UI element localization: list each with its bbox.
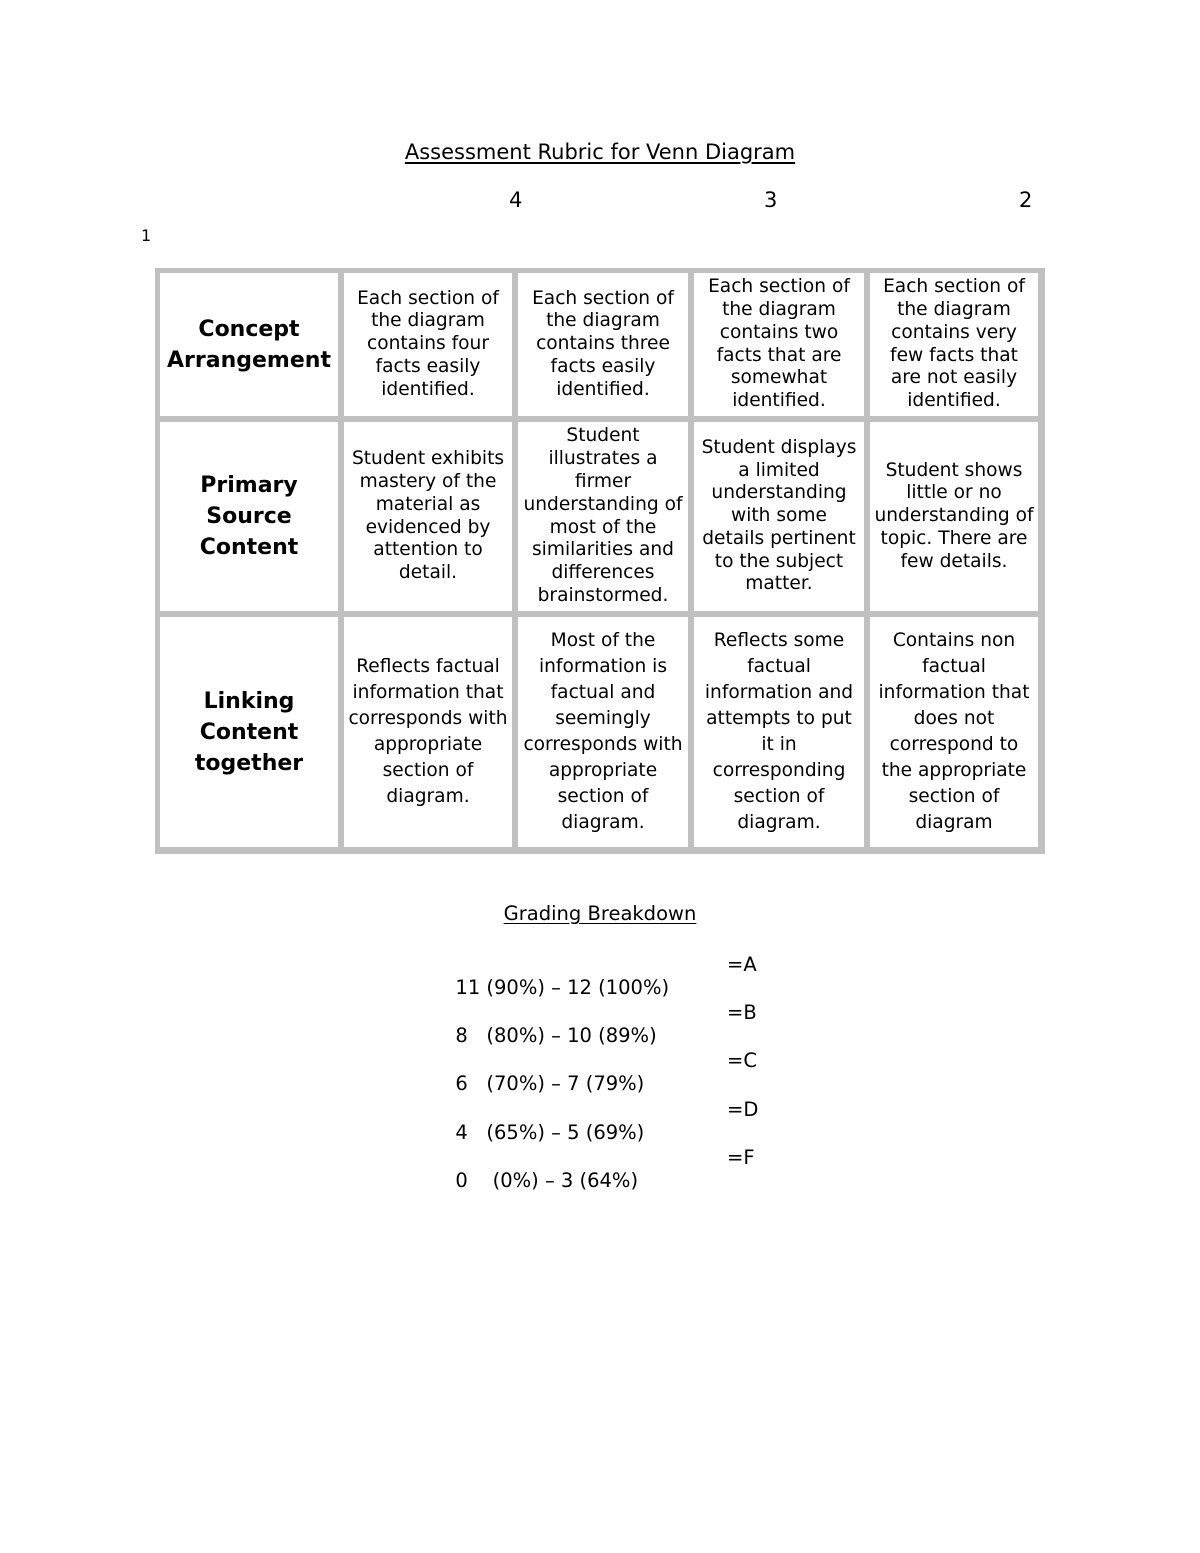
grade-range: 6 (70%) – 7 (79%) — [455, 1072, 645, 1095]
cell-line: information that — [352, 682, 504, 703]
grade-letter: =F — [727, 1146, 755, 1169]
cell-line: facts easily — [550, 355, 656, 377]
cell-line: evidenced by — [365, 516, 491, 538]
grade-range: 0 (0%) – 3 (64%) — [455, 1169, 639, 1192]
cell-line: the diagram — [371, 310, 485, 332]
cell-line: factual — [747, 656, 811, 677]
cell-line: identified. — [732, 390, 826, 412]
rubric-cell — [344, 273, 512, 416]
criterion-line: Arrangement — [167, 347, 331, 373]
criterion-line: Source — [206, 504, 292, 529]
criterion-line: Content — [199, 719, 299, 745]
cell-line: facts easily — [375, 355, 481, 377]
cell-line: it in — [761, 734, 797, 755]
cell-line: Each section of — [532, 287, 674, 309]
cell-line: corresponds with — [523, 734, 683, 755]
cell-line: Reflects factual — [356, 656, 500, 677]
cell-line: contains very — [891, 321, 1017, 343]
rubric-cell — [870, 422, 1038, 611]
grade-letter: =B — [727, 1001, 757, 1024]
grade-letter: =A — [727, 953, 757, 976]
cell-line: matter. — [745, 573, 813, 595]
rubric-cell — [518, 422, 688, 611]
cell-line: correspond to — [889, 734, 1019, 755]
cell-line: information is — [538, 656, 668, 677]
rubric-cell — [344, 422, 512, 611]
rubric-cell — [870, 273, 1038, 416]
criterion-line: Linking — [203, 688, 295, 714]
score-header-4: 4 — [509, 188, 523, 212]
cell-line: Contains non — [892, 630, 1016, 651]
cell-line: facts that are — [716, 344, 842, 366]
cell-line: identified. — [907, 390, 1001, 412]
cell-line: material as — [375, 493, 481, 515]
cell-line: somewhat — [730, 367, 828, 389]
grade-range: 8 (80%) – 10 (89%) — [455, 1024, 657, 1047]
cell-line: contains four — [367, 333, 489, 355]
cell-line: diagram — [915, 812, 993, 833]
rubric-cell — [518, 273, 688, 416]
cell-line: does not — [913, 708, 995, 729]
cell-line: Student — [566, 425, 640, 447]
grade-letter: =D — [727, 1098, 759, 1121]
grading-breakdown-title: Grading Breakdown — [503, 902, 697, 925]
grade-range: 4 (65%) – 5 (69%) — [455, 1121, 645, 1144]
cell-line: identified. — [381, 378, 475, 400]
cell-line: Student exhibits — [351, 448, 505, 470]
cell-line: brainstormed. — [537, 584, 669, 606]
cell-line: attention to — [373, 539, 483, 561]
rubric-cell — [694, 422, 864, 611]
cell-line: details pertinent — [702, 527, 856, 549]
cell-line: differences — [551, 562, 655, 584]
cell-line: the diagram — [897, 298, 1011, 320]
rubric-table — [155, 268, 1045, 854]
cell-line: contains two — [719, 321, 839, 343]
criterion-line: Concept — [198, 316, 300, 342]
rubric-cell — [694, 273, 864, 416]
cell-line: seemingly — [555, 708, 651, 729]
rubric-cell — [344, 617, 512, 847]
criterion-line: together — [194, 750, 304, 776]
cell-line: mastery of the — [359, 470, 497, 492]
cell-line: corresponding — [712, 760, 846, 781]
criterion-concept-arrangement — [160, 273, 338, 416]
cell-line: firmer — [574, 470, 632, 492]
cell-line: understanding of — [523, 493, 683, 515]
cell-line: section of — [908, 786, 1000, 807]
rubric-cell — [518, 617, 688, 847]
cell-line: to the subject — [714, 550, 844, 572]
score-header-1: 1 — [141, 226, 152, 245]
cell-line: section of — [382, 760, 474, 781]
cell-line: few details. — [900, 550, 1008, 572]
cell-line: topic. There are — [880, 527, 1028, 549]
criterion-line: Content — [199, 535, 299, 560]
cell-line: the diagram — [546, 310, 660, 332]
cell-line: most of the — [549, 516, 657, 538]
cell-line: information that — [878, 682, 1030, 703]
rubric-cell — [870, 617, 1038, 847]
cell-line: with some — [731, 505, 827, 527]
cell-line: understanding of — [874, 505, 1034, 527]
cell-line: similarities and — [532, 539, 674, 561]
cell-line: attempts to put — [706, 708, 852, 729]
cell-line: Each section of — [708, 276, 850, 298]
cell-line: identified. — [556, 378, 650, 400]
score-header-3: 3 — [764, 188, 778, 212]
cell-line: Reflects some — [713, 630, 845, 651]
cell-line: Each section of — [357, 287, 499, 309]
score-header-2: 2 — [1019, 188, 1033, 212]
cell-line: contains three — [536, 333, 670, 355]
cell-line: a limited — [738, 459, 820, 481]
cell-line: Student shows — [885, 459, 1023, 481]
cell-line: little or no — [906, 482, 1002, 504]
cell-line: are not easily — [890, 367, 1018, 389]
cell-line: Student displays — [701, 436, 857, 458]
cell-line: section of — [733, 786, 825, 807]
cell-line: Most of the — [550, 630, 656, 651]
cell-line: few facts that — [890, 344, 1018, 366]
cell-line: understanding — [711, 482, 847, 504]
cell-line: Each section of — [883, 276, 1025, 298]
cell-line: appropriate — [373, 734, 483, 755]
cell-line: section of — [557, 786, 649, 807]
grade-range: 11 (90%) – 12 (100%) — [455, 976, 670, 999]
grade-letter: =C — [727, 1049, 757, 1072]
grade-row-f — [443, 1146, 755, 1215]
cell-line: the diagram — [722, 298, 836, 320]
page-title: Assessment Rubric for Venn Diagram — [404, 140, 796, 164]
cell-line: diagram. — [561, 812, 645, 833]
cell-line: the appropriate — [881, 760, 1027, 781]
cell-line: detail. — [398, 562, 458, 584]
criterion-linking-content-together — [160, 617, 338, 847]
cell-line: diagram. — [737, 812, 821, 833]
cell-line: information and — [704, 682, 854, 703]
cell-line: diagram. — [386, 786, 470, 807]
criterion-primary-source-content — [160, 422, 338, 611]
cell-line: appropriate — [548, 760, 658, 781]
cell-line: factual — [922, 656, 986, 677]
criterion-line: Primary — [200, 473, 298, 498]
cell-line: corresponds with — [348, 708, 508, 729]
rubric-cell — [694, 617, 864, 847]
cell-line: illustrates a — [548, 448, 658, 470]
cell-line: factual and — [550, 682, 656, 703]
